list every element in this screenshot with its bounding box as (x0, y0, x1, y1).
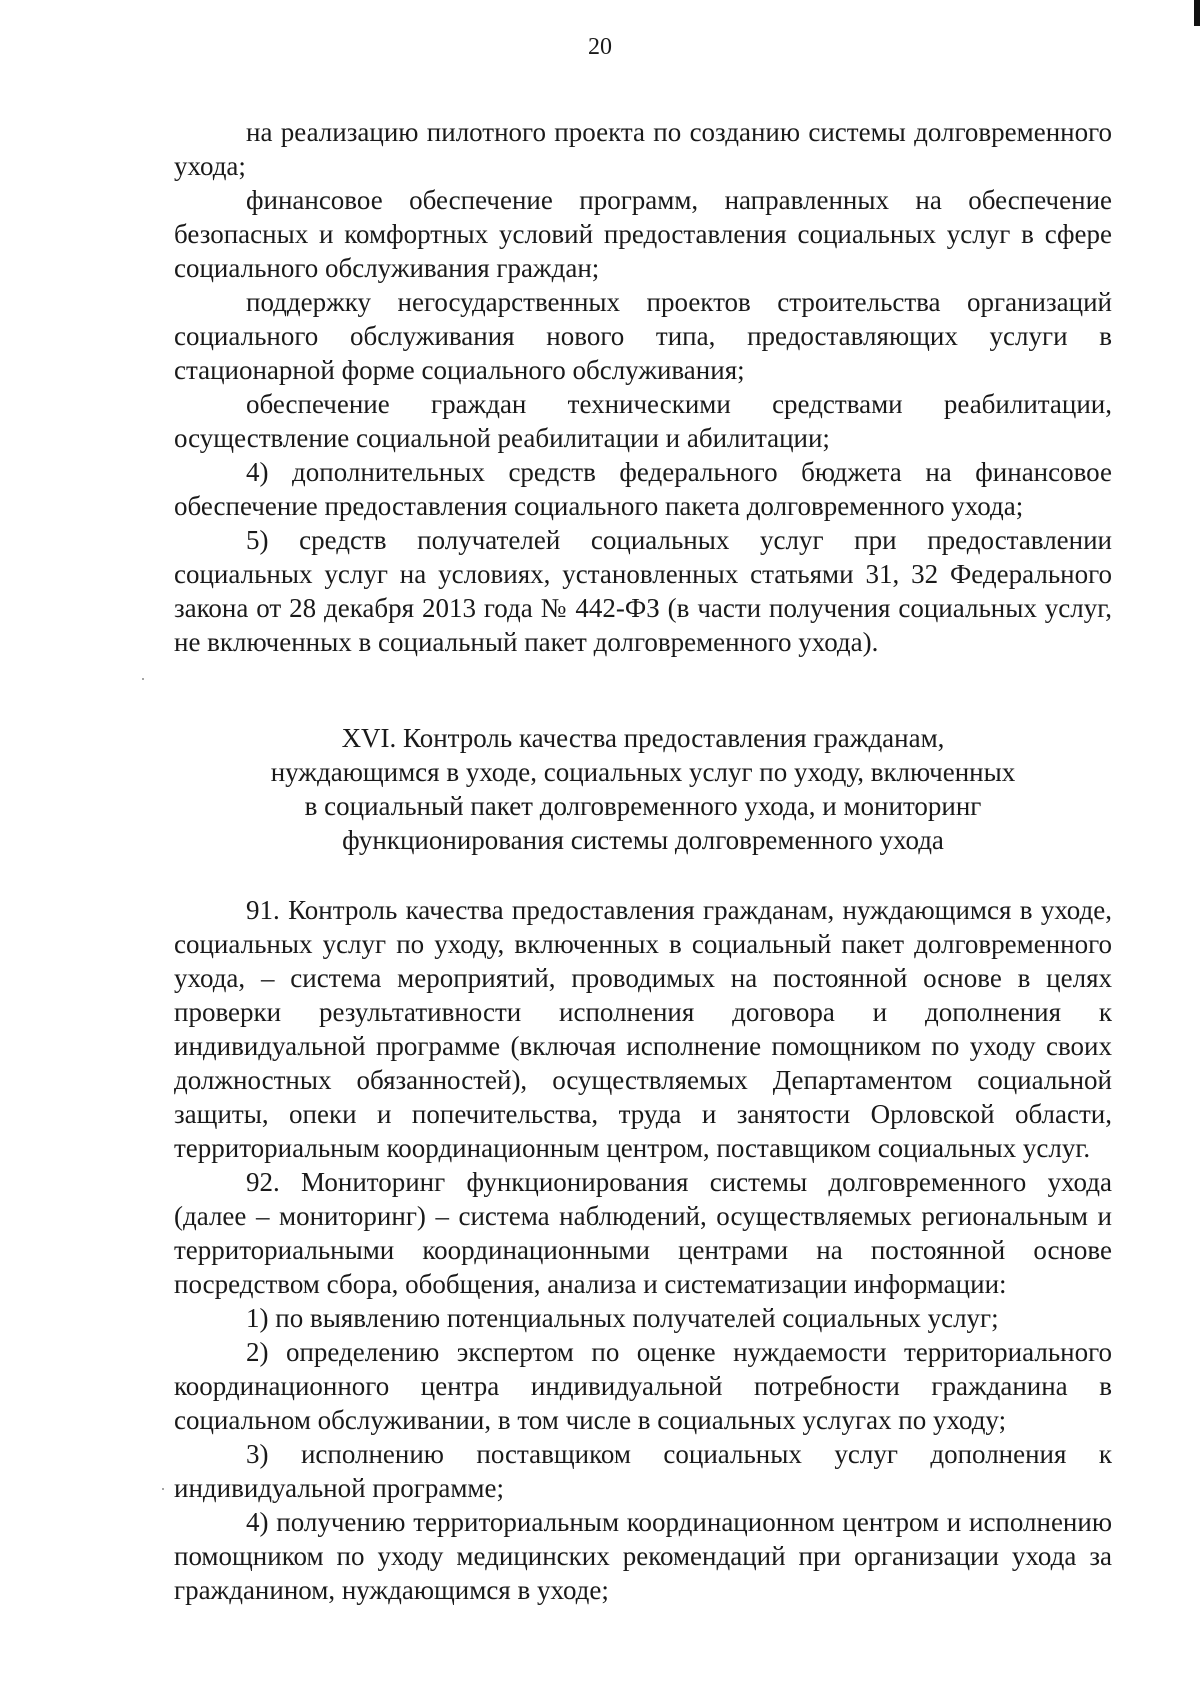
paragraph: поддержку негосударственных проектов строительства организаций социального обслуживания нового типа, предоставляющих услуги в стационарной форме социального обслуживания; (174, 287, 1112, 385)
section-heading (174, 721, 1112, 857)
section-heading-line: функционирования системы долговременного ухода (342, 825, 944, 855)
list-item: 2) определению экспертом по оценке нуждаемости территориального координационного центра индивидуальной потребности гражданина в социальном обслуживании, в том числе в социальных услугах по уходу; (174, 1337, 1112, 1435)
section-heading-line: XVI. Контроль качества предоставления гражданам, (341, 723, 945, 753)
paragraph: обеспечение граждан техническими средствами реабилитации, осуществление социальной реабилитации и абилитации; (174, 389, 1112, 453)
clause-92: 92. Мониторинг функционирования системы долговременного ухода (далее – мониторинг) – система наблюдений, осуществляемых региональным и территориальными координационными центрами на постоянной основе посредством сбора, обобщения, анализа и систематизации информации: (174, 1167, 1112, 1299)
scan-speck (142, 678, 144, 680)
list-item: 3) исполнению поставщиком социальных услуг дополнения к индивидуальной программе; (174, 1439, 1112, 1503)
scan-edge-mark (1194, 0, 1200, 26)
document-body (174, 115, 1112, 1607)
list-item: 4) получению территориальным координационном центром и исполнению помощником по уходу медицинских рекомендаций при организации ухода за гражданином, нуждающимся в уходе; (174, 1507, 1112, 1605)
section-heading-line: в социальный пакет долговременного ухода, и мониторинг (304, 791, 982, 821)
paragraph: 5) средств получателей социальных услуг при предоставлении социальных услуг на условиях, установленных статьями 31, 32 Федерального закона от 28 декабря 2013 года № 442-ФЗ (в части получения социальных услуг, не включенных в социальный пакет долговременного ухода). (174, 525, 1112, 657)
paragraph: на реализацию пилотного проекта по созданию системы долговременного ухода; (174, 117, 1112, 181)
list-item: 1) по выявлению потенциальных получателей социальных услуг; (246, 1303, 999, 1333)
section-heading-line: нуждающимся в уходе, социальных услуг по уходу, включенных (270, 757, 1016, 787)
page-number: 20 (588, 34, 612, 60)
clause-91: 91. Контроль качества предоставления гражданам, нуждающимся в уходе, социальных услуг по уходу, включенных в социальный пакет долговременного ухода, – система мероприятий, проводимых на постоянной основе в целях проверки результативности исполнения договора и дополнения к индивидуальной программе (включая исполнение помощником по уходу своих должностных обязанностей), осуществляемых Департаментом социальной защиты, опеки и попечительства, труда и занятости Орловской области, территориальным координационным центром, поставщиком социальных услуг. (174, 895, 1112, 1163)
paragraph: 4) дополнительных средств федерального бюджета на финансовое обеспечение предоставления социального пакета долговременного ухода; (174, 457, 1112, 521)
paragraph: финансовое обеспечение программ, направленных на обеспечение безопасных и комфортных условий предоставления социальных услуг в сфере социального обслуживания граждан; (174, 185, 1112, 283)
scan-speck (162, 1488, 164, 1490)
